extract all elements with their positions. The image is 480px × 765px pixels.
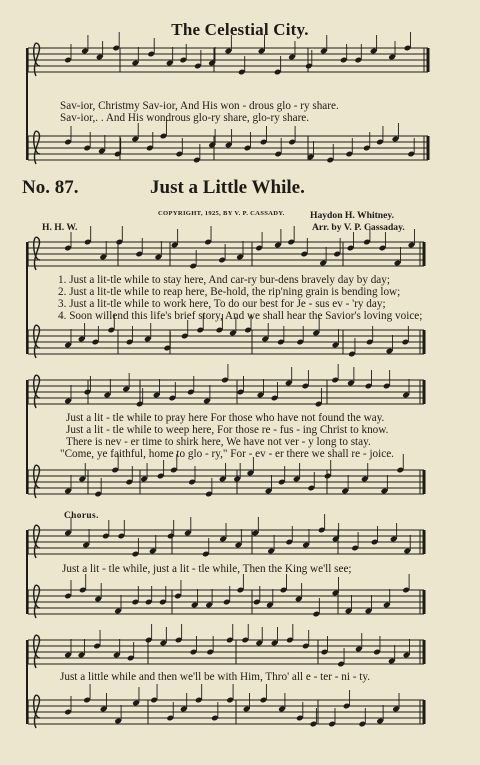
- verse-4-line-a: 4. Soon willend this life's brief story, And we shall hear the Savior's loving voice;: [58, 310, 423, 322]
- verse-2-line-b: Just a lit - tle while to weep here, For those re - fus - ing Christ to know.: [66, 424, 389, 436]
- copyright-notice: COPYRIGHT, 1925, BY V. P. CASSADY.: [158, 210, 285, 217]
- previous-hymn-title: The Celestial City.: [171, 20, 309, 39]
- arranger-name: Arr. by V. P. Cassaday.: [312, 222, 405, 233]
- chorus-label: Chorus.: [64, 511, 99, 521]
- composer-name: Haydon H. Whitney.: [310, 210, 395, 221]
- chorus-line-1: Just a lit - tle while, just a lit - tle while, Then the King we'll see;: [62, 563, 352, 575]
- hymn-number: No. 87.: [22, 177, 79, 198]
- verse-2-line-a: 2. Just a lit-tle while to reap here, Be-hold, the rip'ning grain is bending low;: [58, 286, 401, 298]
- lyricist-initials: H. H. W.: [42, 222, 78, 233]
- chorus-line-2: Just a little while and then we'll be with Him, Thro' all e - ter - ni - ty.: [60, 671, 371, 683]
- previous-hymn-lyric-line-2: Sav-ior,. . And His wondrous glo-ry share, glo-ry share.: [60, 112, 310, 124]
- verse-1-line-b: Just a lit - tle while to pray here For those who have not found the way.: [66, 412, 385, 424]
- hymn-title: Just a Little While.: [150, 177, 305, 198]
- verse-1-line-a: 1. Just a lit-tle while to stay here, And car-ry bur-dens bravely day by day;: [58, 274, 390, 286]
- verse-4-line-b: "Come, ye faithful, home to glo - ry," For - ev - er there we shall re - joice.: [60, 448, 394, 460]
- composer-credit: [310, 210, 405, 234]
- verse-3-line-b: There is nev - er time to shirk here, We have not ver - y long to stay.: [66, 436, 371, 448]
- previous-hymn-lyric-line-1: Sav-ior, Christmy Sav-ior, And His won - drous glo - ry share.: [60, 100, 339, 112]
- verse-3-line-a: 3. Just a lit-tle while to work here, To do our best for Je - sus ev - 'ry day;: [58, 298, 386, 310]
